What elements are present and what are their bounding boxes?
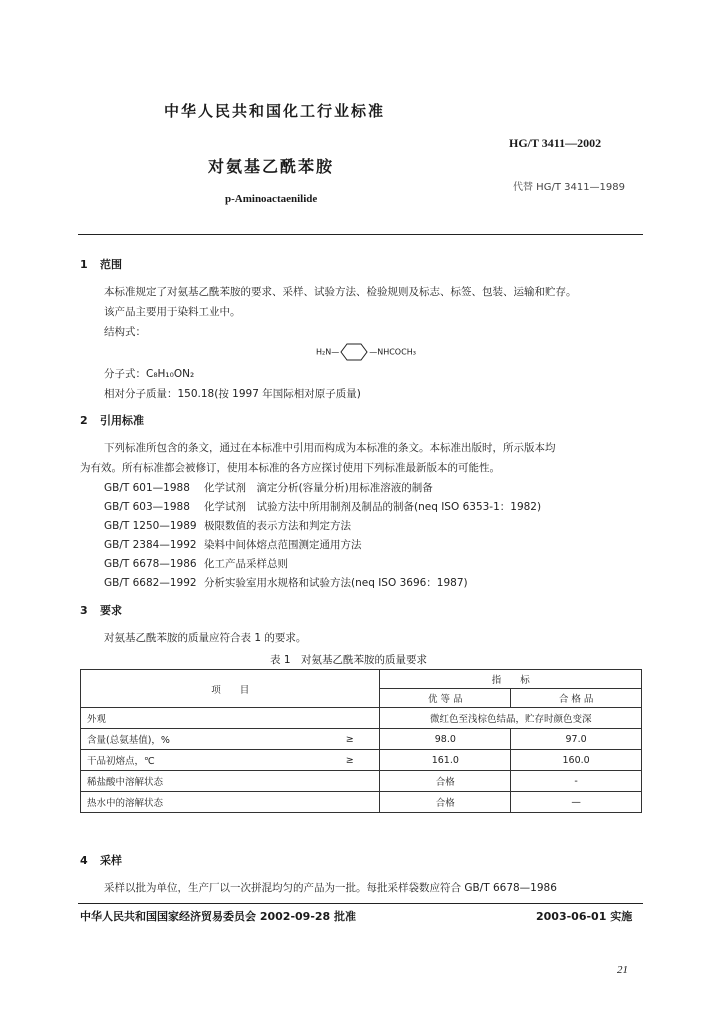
- table-row: [81, 750, 642, 771]
- reference-item: GB/T 601—1988 化学试剂 滴定分析(容量分析)用标准溶液的制备: [104, 482, 433, 494]
- row-item: 含量(总氨基值)，%: [81, 729, 321, 750]
- section-4-text: 采样以批为单位，生产厂以一次拼混均匀的产品为一批。每批采样袋数应符合 GB/T 6678—1986: [104, 882, 557, 894]
- structural-formula: H₂N— —NHCOCH₃: [316, 342, 416, 362]
- implementation-date: 2003-06-01 实施: [536, 910, 633, 923]
- header-divider: [78, 234, 643, 235]
- section-1-line-3: 结构式：: [104, 326, 146, 338]
- reference-item: GB/T 6682—1992 分析实验室用水规格和试验方法(neq ISO 3696：1987): [104, 577, 468, 589]
- header-superior: 优 等 品: [380, 689, 511, 708]
- section-3-heading: 3 要求: [80, 604, 122, 617]
- section-2-intro-2: 为有效。所有标准都会被修订，使用本标准的各方应探讨使用下列标准最新版本的可能性。: [80, 462, 500, 474]
- row-item: 干品初熔点，℃: [81, 750, 321, 771]
- row-superior: 合格: [380, 771, 511, 792]
- standard-code: HG/T 3411—2002: [509, 136, 602, 150]
- footer-divider: [78, 903, 643, 904]
- row-item: 热水中的溶解状态: [81, 792, 380, 813]
- replaces-note: 代替 HG/T 3411—1989: [513, 182, 626, 193]
- table-caption: 表 1 对氨基乙酰苯胺的质量要求: [270, 654, 428, 666]
- table-row: [81, 792, 642, 813]
- header-index: 指 标: [380, 670, 642, 689]
- reference-item: GB/T 6678—1986 化工产品采样总则: [104, 558, 288, 570]
- header-qualified: 合 格 品: [511, 689, 642, 708]
- quality-table: [80, 669, 642, 813]
- section-1-heading: 1 范围: [80, 258, 122, 271]
- section-1-line-2: 该产品主要用于染料工业中。: [104, 306, 241, 318]
- document-title: 对氨基乙酰苯胺: [208, 157, 335, 176]
- row-operator: ≥: [320, 750, 380, 771]
- reference-item: GB/T 603—1988 化学试剂 试验方法中所用制剂及制品的制备(neq ISO 6353-1：1982): [104, 501, 542, 513]
- section-2-heading: 2 引用标准: [80, 414, 144, 427]
- row-merged-value: 微红色至浅棕色结晶，贮存时颜色变深: [380, 708, 642, 729]
- standard-type-title: 中华人民共和国化工行业标准: [164, 102, 386, 120]
- table-row: [81, 708, 642, 729]
- section-1-line-1: 本标准规定了对氨基乙酰苯胺的要求、采样、试验方法、检验规则及标志、标签、包装、运输和贮存。: [104, 286, 577, 298]
- row-qualified: —: [511, 792, 642, 813]
- table-row: [81, 729, 642, 750]
- section-3-text: 对氨基乙酰苯胺的质量应符合表 1 的要求。: [104, 632, 307, 644]
- header-item: 项 目: [81, 670, 380, 708]
- section-4-heading: 4 采样: [80, 854, 122, 867]
- issue-approval: 中华人民共和国国家经济贸易委员会 2002-09-28 批准: [80, 910, 357, 923]
- row-superior: 98.0: [380, 729, 511, 750]
- row-operator: ≥: [320, 729, 380, 750]
- table-row: [81, 771, 642, 792]
- molecular-formula: 分子式：C₈H₁₀ON₂: [104, 368, 195, 380]
- row-superior: 合格: [380, 792, 511, 813]
- table-header-row: [81, 670, 642, 689]
- reference-item: GB/T 1250—1989 极限数值的表示方法和判定方法: [104, 520, 351, 532]
- reference-item: GB/T 2384—1992 染料中间体熔点范围测定通用方法: [104, 539, 362, 551]
- row-item: 稀盐酸中溶解状态: [81, 771, 380, 792]
- english-title: p-Aminoactaenilide: [225, 193, 318, 205]
- molecular-mass: 相对分子质量：150.18(按 1997 年国际相对原子质量): [104, 388, 361, 400]
- benzene-ring-icon: [339, 342, 369, 362]
- row-qualified: 160.0: [511, 750, 642, 771]
- section-2-intro-1: 下列标准所包含的条文，通过在本标准中引用而构成为本标准的条文。本标准出版时，所示版本均: [104, 442, 556, 454]
- row-qualified: 97.0: [511, 729, 642, 750]
- row-superior: 161.0: [380, 750, 511, 771]
- page-number: 21: [617, 964, 628, 976]
- row-item: 外观: [81, 708, 380, 729]
- row-qualified: -: [511, 771, 642, 792]
